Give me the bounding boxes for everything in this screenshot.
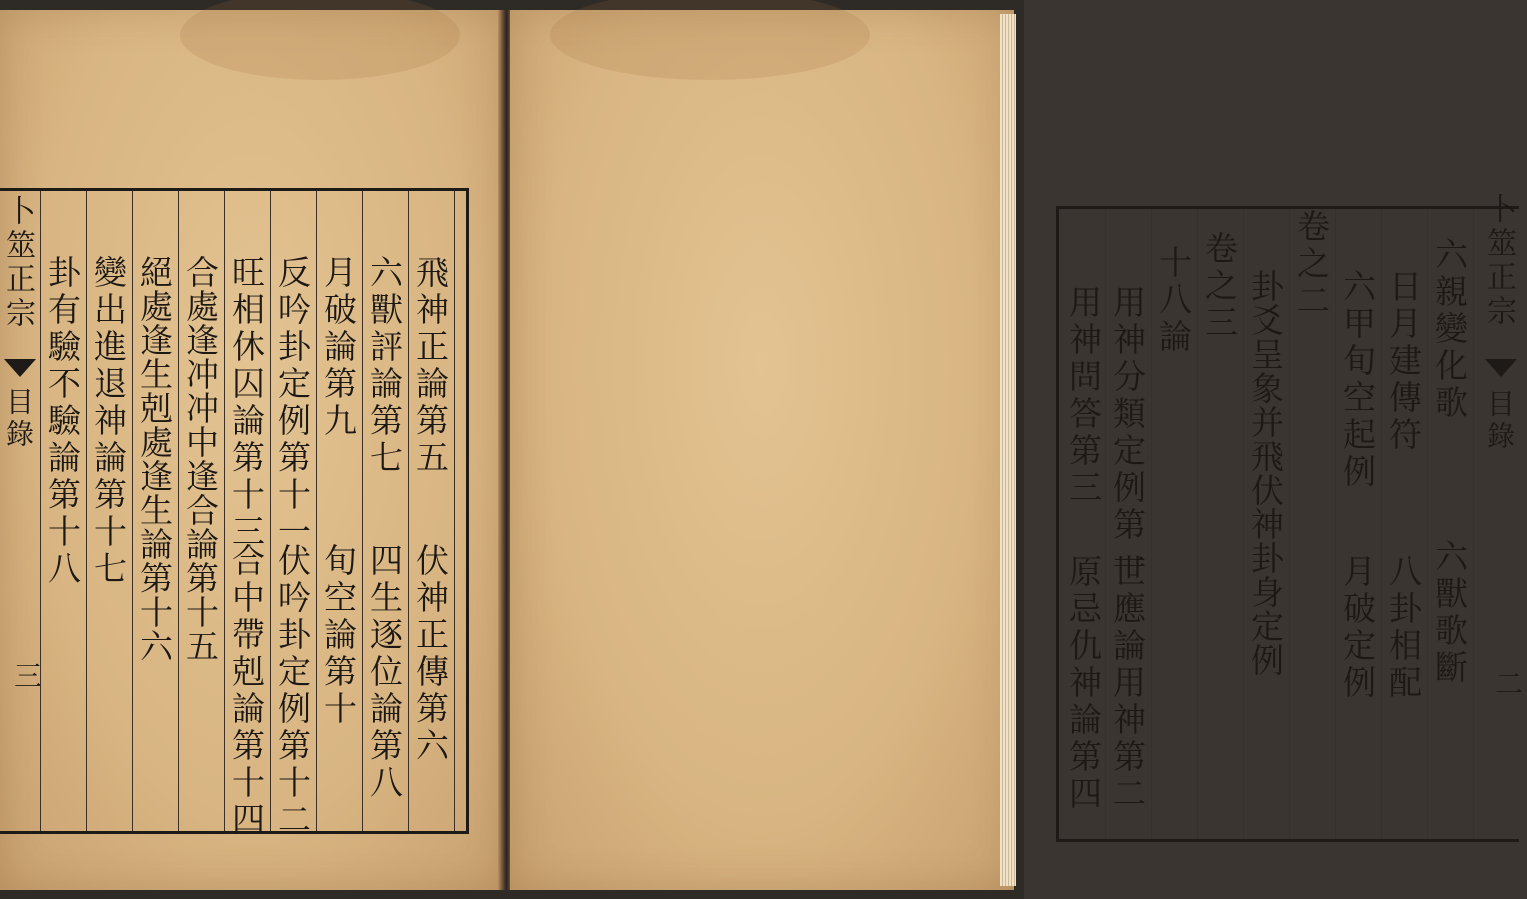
toc-entry: 世應論用神第二 xyxy=(1108,554,1147,813)
fish-tail-mark xyxy=(4,359,36,377)
column-rule xyxy=(408,191,409,831)
toc-entry: 合處逢冲冲中逢合論第十五 xyxy=(181,255,220,663)
toc-entry: 四生逐位論第八 xyxy=(365,543,404,802)
toc-entry: 飛神正論第五 xyxy=(411,255,450,477)
column-rule xyxy=(454,191,455,831)
column-rule xyxy=(1197,209,1198,839)
toc-entry: 卦有驗不驗論第十八 xyxy=(43,255,82,588)
column-rule xyxy=(1105,209,1106,839)
toc-entry: 旬空論第十 xyxy=(319,543,358,728)
right-page-frame xyxy=(1056,193,1524,842)
left-page-number: 三 xyxy=(10,661,43,689)
column-rule xyxy=(270,191,271,831)
toc-entry: 月破定例 xyxy=(1338,554,1377,702)
column-rule xyxy=(362,191,363,831)
toc-entry: 伏神正傳第六 xyxy=(411,543,450,765)
toc-entry: 絕處逢生剋處逢生論第十六 xyxy=(135,255,174,663)
toc-entry: 變出進退神論第十七 xyxy=(89,255,128,588)
toc-entry: 日月建傳符 xyxy=(1384,269,1423,454)
water-stain xyxy=(180,0,460,80)
column-rule xyxy=(224,191,225,831)
toc-entry: 用神問答第三 xyxy=(1064,285,1103,507)
toc-entry: 伏吟卦定例第十二 xyxy=(273,543,312,839)
toc-entry: 月破論第九 xyxy=(319,255,358,440)
column-rule xyxy=(178,191,179,831)
toc-entry: 六親變化歌 xyxy=(1430,237,1469,422)
page-edges xyxy=(1000,14,1016,886)
volume-heading: 卷之二 xyxy=(1292,209,1331,320)
toc-entry: 原忌仇神論第四 xyxy=(1064,554,1103,813)
column-rule xyxy=(132,191,133,831)
right-margin-section: 目錄 xyxy=(1483,389,1516,453)
toc-entry: 合中帶剋論第十四 xyxy=(227,543,266,839)
column-rule xyxy=(1427,209,1428,839)
column-rule xyxy=(1151,209,1152,839)
toc-entry: 旺相休囚論第十三 xyxy=(227,255,266,551)
column-rule xyxy=(86,191,87,831)
left-page-frame xyxy=(0,188,469,839)
volume-heading: 卷之三 xyxy=(1200,231,1239,342)
column-rule xyxy=(1473,209,1474,839)
toc-entry: 六獸歌斷 xyxy=(1430,539,1469,687)
water-stain xyxy=(550,0,870,80)
fish-tail-mark xyxy=(1485,359,1517,377)
toc-entry: 八卦相配 xyxy=(1384,554,1423,702)
column-rule xyxy=(1381,209,1382,839)
left-margin-title: 卜筮正宗 xyxy=(0,195,35,331)
column-rule xyxy=(40,191,41,831)
column-rule xyxy=(316,191,317,831)
column-rule xyxy=(1243,209,1244,839)
right-page-number: 二 xyxy=(1491,669,1524,697)
column-rule xyxy=(1289,209,1290,839)
section-heading: 十八論 xyxy=(1154,245,1193,356)
right-page xyxy=(510,10,1524,890)
toc-entry: 反吟卦定例第十一 xyxy=(273,255,312,551)
column-rule xyxy=(1335,209,1336,839)
toc-entry: 用神分類定例第一 xyxy=(1108,285,1147,581)
toc-entry: 卦爻呈象并飛伏神卦身定例 xyxy=(1246,269,1285,677)
toc-entry: 六獸評論第七 xyxy=(365,255,404,477)
left-margin-section: 目錄 xyxy=(2,387,35,451)
toc-entry: 六甲旬空起例 xyxy=(1338,269,1377,491)
right-margin-title: 卜筮正宗 xyxy=(1481,193,1516,329)
left-page xyxy=(0,10,504,890)
